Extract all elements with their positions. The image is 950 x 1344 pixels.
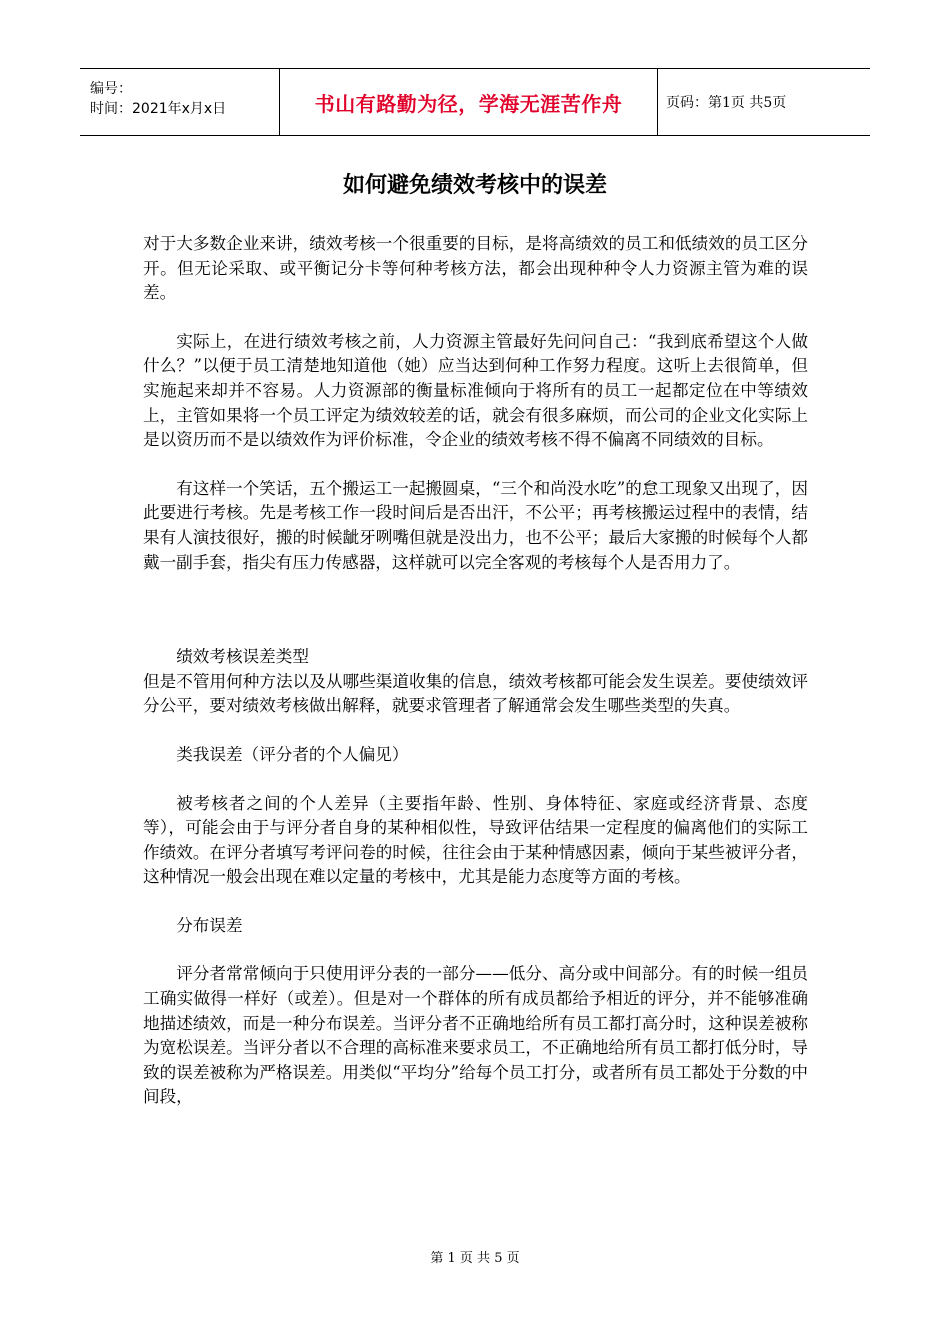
paragraph-similarity-error: 被考核者之间的个人差异（主要指年龄、性别、身体特征、家庭或经济背景、态度等），可能会由于与评分者自身的某种相似性，导致评估结果一定程度的偏离他们的实际工作绩效。在评分者填写考评问卷的时候，往往会由于某种情感因素，倾向于某些被评分者，这种情况一般会出现在难以定量的考核中，尤其是能力态度等方面的考核。 — [143, 793, 808, 887]
paragraph-reality: 实际上，在进行绩效考核之前，人力资源主管最好先问问自己：“我到底希望这个人做什么？”以便于员工清楚地知道他（她）应当达到何种工作努力程度。这听上去很简单，但实施起来却并不容易。人力资源部的衡量标准倾向于将所有的员工一起都定位在中等绩效上，主管如果将一个员工评定为绩效较差的话，就会有很多麻烦，而公司的企业文化实际上是以资历而不是以绩效作为评价标准，令企业的绩效考核不得不偏离不同绩效的目标。 — [143, 331, 808, 450]
paragraph-error-types: 但是不管用何种方法以及从哪些渠道收集的信息，绩效考核都可能会发生误差。要使绩效评分公平，要对绩效考核做出解释，就要求管理者了解通常会发生哪些类型的失真。 — [143, 671, 808, 716]
document-body — [143, 232, 808, 1110]
section-heading-similarity-error: 类我误差（评分者的个人偏见） — [176, 744, 409, 764]
paragraph-joke: 有这样一个笑话，五个搬运工一起搬圆桌，“三个和尚没水吃”的怠工现象又出现了，因此要进行考核。先是考核工作一段时间后是否出汗，不公平；再考核搬运过程中的表情，结果有人演技很好，搬的时候龇牙咧嘴但就是没出力，也不公平；最后大家搬的时候每个人都戴一副手套，指尖有压力传感器，这样就可以完全客观的考核每个人是否用力了。 — [143, 478, 808, 572]
section-heading-distribution-error: 分布误差 — [176, 915, 243, 935]
page-header — [80, 68, 870, 136]
document-title: 如何避免绩效考核中的误差 — [342, 173, 607, 198]
header-motto-cell — [280, 69, 658, 135]
header-page-info: 页码：第1页 共5页 — [666, 95, 787, 111]
header-page-info-cell — [658, 69, 870, 135]
header-motto: 书山有路勤为径，学海无涯苦作舟 — [314, 91, 623, 116]
document-number-label: 编号： — [90, 81, 132, 97]
paragraph-distribution-error: 评分者常常倾向于只使用评分表的一部分——低分、高分或中间部分。有的时候一组员工确实做得一样好（或差）。但是对一个群体的所有成员都给予相近的评分，并不能够准确地描述绩效，而是一种分布误差。当评分者不正确地给所有员工都打高分时，这种误差被称为宽松误差。当评分者以不合理的高标准来要求员工，不正确地给所有员工都打低分时，导致的误差被称为严格误差。用类似“平均分”给每个员工打分，或者所有员工都处于分数的中间段， — [143, 964, 808, 1107]
paragraph-intro: 对于大多数企业来讲，绩效考核一个很重要的目标，是将高绩效的员工和低绩效的员工区分开。但无论采取、或平衡记分卡等何种考核方法，都会出现种种令人力资源主管为难的误差。 — [143, 234, 808, 303]
header-meta — [80, 69, 280, 135]
page-footer: 第 1 页 共 5 页 — [430, 1251, 520, 1266]
document-date-label: 时间：2021年x月x日 — [90, 101, 227, 117]
section-heading-error-types: 绩效考核误差类型 — [176, 647, 309, 667]
